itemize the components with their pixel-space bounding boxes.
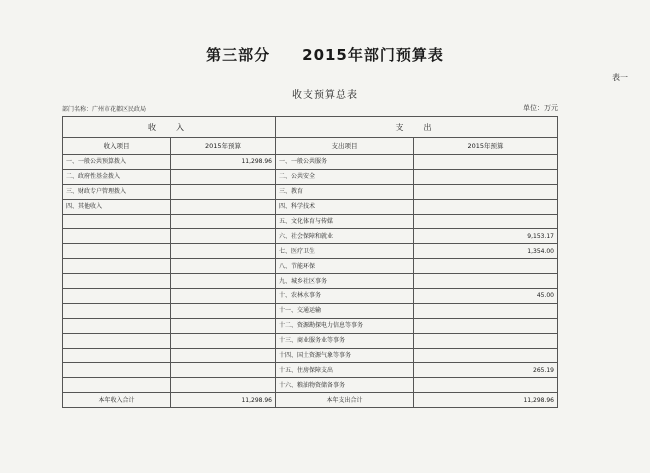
income-budget-cell: [171, 259, 276, 274]
income-budget-cell: 11,298.96: [171, 155, 276, 170]
income-budget-cell: [171, 199, 276, 214]
income-item-cell: 一、一般公共预算拨入: [63, 155, 171, 170]
expense-budget-cell: [414, 348, 558, 363]
expense-budget-cell: 1,354.00: [414, 244, 558, 259]
table-row: [63, 333, 558, 348]
expense-budget-cell: [414, 259, 558, 274]
expense-item-cell: 二、公共安全: [276, 169, 414, 184]
department-name: 部门名称：广州市花都区民政局: [62, 106, 147, 113]
income-item-cell: [63, 303, 171, 318]
income-item-cell: [63, 244, 171, 259]
table-row: [63, 155, 558, 170]
income-budget-header: 2015年预算: [171, 138, 276, 155]
table-row: [63, 229, 558, 244]
income-budget-cell: [171, 318, 276, 333]
income-item-cell: [63, 333, 171, 348]
expense-total-value: 11,298.96: [414, 393, 558, 408]
expense-budget-cell: [414, 155, 558, 170]
expense-item-cell: 六、社会保障和就业: [276, 229, 414, 244]
income-item-cell: 二、政府性基金拨入: [63, 169, 171, 184]
expense-budget-cell: 265.19: [414, 363, 558, 378]
income-item-cell: [63, 348, 171, 363]
expense-budget-cell: [414, 214, 558, 229]
income-budget-cell: [171, 184, 276, 199]
expense-item-cell: 五、文化体育与传媒: [276, 214, 414, 229]
table-row: [63, 259, 558, 274]
expense-item-cell: 三、教育: [276, 184, 414, 199]
expense-budget-cell: 9,153.17: [414, 229, 558, 244]
income-item-cell: [63, 214, 171, 229]
expense-item-header: 支出项目: [276, 138, 414, 155]
income-item-cell: [63, 318, 171, 333]
table-row: [63, 199, 558, 214]
section-header-row: [63, 117, 558, 138]
page-title: 第三部分 2015年部门预算表: [206, 46, 444, 64]
income-budget-cell: [171, 303, 276, 318]
income-budget-cell: [171, 274, 276, 289]
income-budget-cell: [171, 214, 276, 229]
expense-budget-cell: [414, 333, 558, 348]
table-row: [63, 184, 558, 199]
expense-item-cell: 十五、住房保障支出: [276, 363, 414, 378]
income-item-cell: [63, 289, 171, 304]
table-row: [63, 244, 558, 259]
table-title: 收支预算总表: [292, 90, 358, 101]
income-budget-cell: [171, 244, 276, 259]
income-total-label: 本年收入合计: [63, 393, 171, 408]
table-row: [63, 289, 558, 304]
income-section-header: 收 入: [63, 117, 276, 138]
table-row: [63, 303, 558, 318]
expense-item-cell: 十一、交通运输: [276, 303, 414, 318]
expense-budget-cell: [414, 303, 558, 318]
income-item-cell: [63, 274, 171, 289]
expense-budget-header: 2015年预算: [414, 138, 558, 155]
income-total-value: 11,298.96: [171, 393, 276, 408]
income-budget-cell: [171, 169, 276, 184]
table-row: [63, 378, 558, 393]
income-item-cell: [63, 229, 171, 244]
table-row: [63, 169, 558, 184]
expense-budget-cell: [414, 318, 558, 333]
table-row: [63, 274, 558, 289]
expense-item-cell: 十六、粮油物资储备事务: [276, 378, 414, 393]
income-item-cell: 四、其他收入: [63, 199, 171, 214]
income-item-cell: 三、财政专户管理拨入: [63, 184, 171, 199]
expense-budget-cell: [414, 184, 558, 199]
budget-table-body: [63, 117, 558, 408]
expense-item-cell: 八、节能环保: [276, 259, 414, 274]
income-budget-cell: [171, 289, 276, 304]
expense-item-cell: 十四、国土资源气象等事务: [276, 348, 414, 363]
income-budget-cell: [171, 348, 276, 363]
income-budget-cell: [171, 229, 276, 244]
table-row: [63, 214, 558, 229]
expense-item-cell: 十二、资源勘探电力信息等事务: [276, 318, 414, 333]
expense-item-cell: 四、科学技术: [276, 199, 414, 214]
income-item-cell: [63, 259, 171, 274]
expense-budget-cell: [414, 199, 558, 214]
budget-table: [62, 116, 558, 408]
table-number: 表一: [612, 73, 628, 82]
expense-budget-cell: [414, 378, 558, 393]
expense-item-cell: 七、医疗卫生: [276, 244, 414, 259]
table-row: [63, 363, 558, 378]
expense-budget-cell: [414, 169, 558, 184]
total-row: [63, 393, 558, 408]
income-budget-cell: [171, 378, 276, 393]
expense-total-label: 本年支出合计: [276, 393, 414, 408]
expense-budget-cell: 45.00: [414, 289, 558, 304]
unit-label: 单位：万元: [523, 104, 558, 112]
table-row: [63, 348, 558, 363]
income-item-cell: [63, 363, 171, 378]
income-item-cell: [63, 378, 171, 393]
expense-item-cell: 九、城乡社区事务: [276, 274, 414, 289]
table-row: [63, 318, 558, 333]
expense-item-cell: 一、一般公共服务: [276, 155, 414, 170]
expense-item-cell: 十、农林水事务: [276, 289, 414, 304]
income-item-header: 收入项目: [63, 138, 171, 155]
column-header-row: [63, 138, 558, 155]
expense-item-cell: 十三、商业服务业等事务: [276, 333, 414, 348]
expense-budget-cell: [414, 274, 558, 289]
income-budget-cell: [171, 363, 276, 378]
income-budget-cell: [171, 333, 276, 348]
expense-section-header: 支 出: [276, 117, 558, 138]
